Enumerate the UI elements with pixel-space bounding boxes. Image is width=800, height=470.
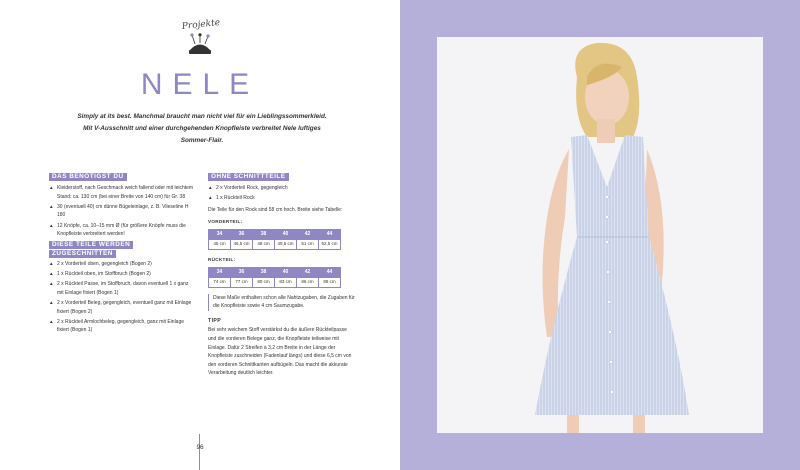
pieces-heading-line1: DIESE TEILE WERDEN xyxy=(49,241,133,249)
intro-text: Simply at its best. Manchmal braucht man nicht viel für ein Lieblingssommerkleid. Mit V-Ausschnitt und einer durchgehenden Knopfleiste verbreitet Nele luftiges Sommer-Flair. xyxy=(77,113,327,144)
width-cell: 49,5 cm xyxy=(275,239,297,249)
list-item: ▲ Kleiderstoff, nach Geschmack weich fallend oder mit leichtem Stand: ca. 130 cm (bei einer Breite von 140 cm) für Gr. 38 xyxy=(49,184,195,201)
width-cell: 48 cm xyxy=(253,239,275,249)
pincushion-icon xyxy=(186,33,214,57)
width-cell: 46,5 cm xyxy=(231,239,253,249)
size-cell: 44 xyxy=(319,267,341,277)
skirt-text: Die Teile für den Rock sind 58 cm hoch. Breite siehe Tabelle: xyxy=(208,206,343,213)
right-page xyxy=(400,0,800,470)
size-cell: 36 xyxy=(231,229,253,239)
width-cell: 86 cm xyxy=(297,277,319,287)
back-size-table xyxy=(208,267,341,288)
width-cell: 89 cm xyxy=(319,277,341,287)
width-cell: 77 cm xyxy=(231,277,253,287)
width-cell: 80 cm xyxy=(253,277,275,287)
pieces-list xyxy=(49,260,195,335)
list-item: ▲ 30 (eventuell 40) cm dünne Bügeleinlage, z. B. Vlieseline H 180 xyxy=(49,203,195,220)
width-cell: 51 cm xyxy=(297,239,319,249)
page-title: NELE xyxy=(140,68,260,101)
width-cell: 45 cm xyxy=(209,239,231,249)
dress-illustration xyxy=(437,37,763,433)
list-item: ▲ 1 x Rückteil oben, im Stoffbruch (Bogen 2) xyxy=(49,270,195,279)
page-number-rule xyxy=(199,434,200,470)
back-table-label: RÜCKTEIL: xyxy=(208,256,236,262)
list-item: ▲ 1 x Rückteil Rock xyxy=(208,194,355,203)
materials-list xyxy=(49,184,195,239)
width-cell: 74 cm xyxy=(209,277,231,287)
no-pattern-heading: OHNE SCHNITTTEILE xyxy=(208,173,289,181)
model-photo xyxy=(437,37,763,433)
size-cell: 40 xyxy=(275,229,297,239)
right-column xyxy=(208,172,355,381)
list-item: ▲ 2 x Rückteil Armlochbeleg, gegengleich, ganz mit Einlage fixiert (Bogen 1) xyxy=(49,318,195,335)
list-item: ▲ 12 Knöpfe, ca. 10–15 mm Ø (für größere Knöpfe muss die Knopfleiste verbreitert werden! xyxy=(49,222,195,239)
size-cell: 38 xyxy=(253,267,275,277)
tip-text: Bei sehr weichem Stoff verstärkst du die äußere Rückteilpasse und die vorderen Belege ganz, die Knopfleiste teilweise mit Einlage. Dafür 2 Streifen à 3,2 cm Breite in der Länge der Knopfleiste zuschneiden (Fadenlauf längs) und diese 6,5 cm von den vorderen Schnittkanten aufbügeln. Das macht die akkurate Verarbeitung deutlich leichter. xyxy=(208,327,352,377)
size-cell: 44 xyxy=(319,229,341,239)
width-cell: 83 cm xyxy=(275,277,297,287)
size-cell: 34 xyxy=(209,267,231,277)
front-size-table xyxy=(208,229,341,250)
left-column xyxy=(49,172,195,337)
size-cell: 34 xyxy=(209,229,231,239)
no-pattern-list xyxy=(208,184,355,203)
size-cell: 42 xyxy=(297,229,319,239)
list-item: ▲ 2 x Vorderteil Beleg, gegengleich, eventuell ganz mit Einlage fixiert (Bogen 2) xyxy=(49,299,195,316)
pieces-heading-line2: ZUGESCHNITTEN xyxy=(49,250,116,258)
list-item: ▲ 2 x Vorderteil oben, gegengleich (Bogen 2) xyxy=(49,260,195,269)
front-table-label: VORDERTEIL: xyxy=(208,219,243,225)
tip-heading: TIPP xyxy=(208,317,222,324)
list-item: ▲ 2 x Vorderteil Rock, gegengleich xyxy=(208,184,355,193)
measurement-note: Diese Maße enthalten schon alle Nahtzugaben, die Zugaben für die Knopfleiste sowie 4 cm Saumzugabe. xyxy=(208,294,355,311)
page-number: 96 xyxy=(196,444,204,451)
size-cell: 38 xyxy=(253,229,275,239)
materials-heading: DAS BENÖTIGST DU xyxy=(49,173,127,181)
section-label: Projekte xyxy=(181,18,221,32)
size-cell: 42 xyxy=(297,267,319,277)
size-cell: 40 xyxy=(275,267,297,277)
list-item: ▲ 2 x Rückteil Passe, im Stoffbruch, davon eventuell 1 x ganz mit Einlage fixiert (Bogen 1) xyxy=(49,280,195,297)
size-cell: 36 xyxy=(231,267,253,277)
width-cell: 52,5 cm xyxy=(319,239,341,249)
